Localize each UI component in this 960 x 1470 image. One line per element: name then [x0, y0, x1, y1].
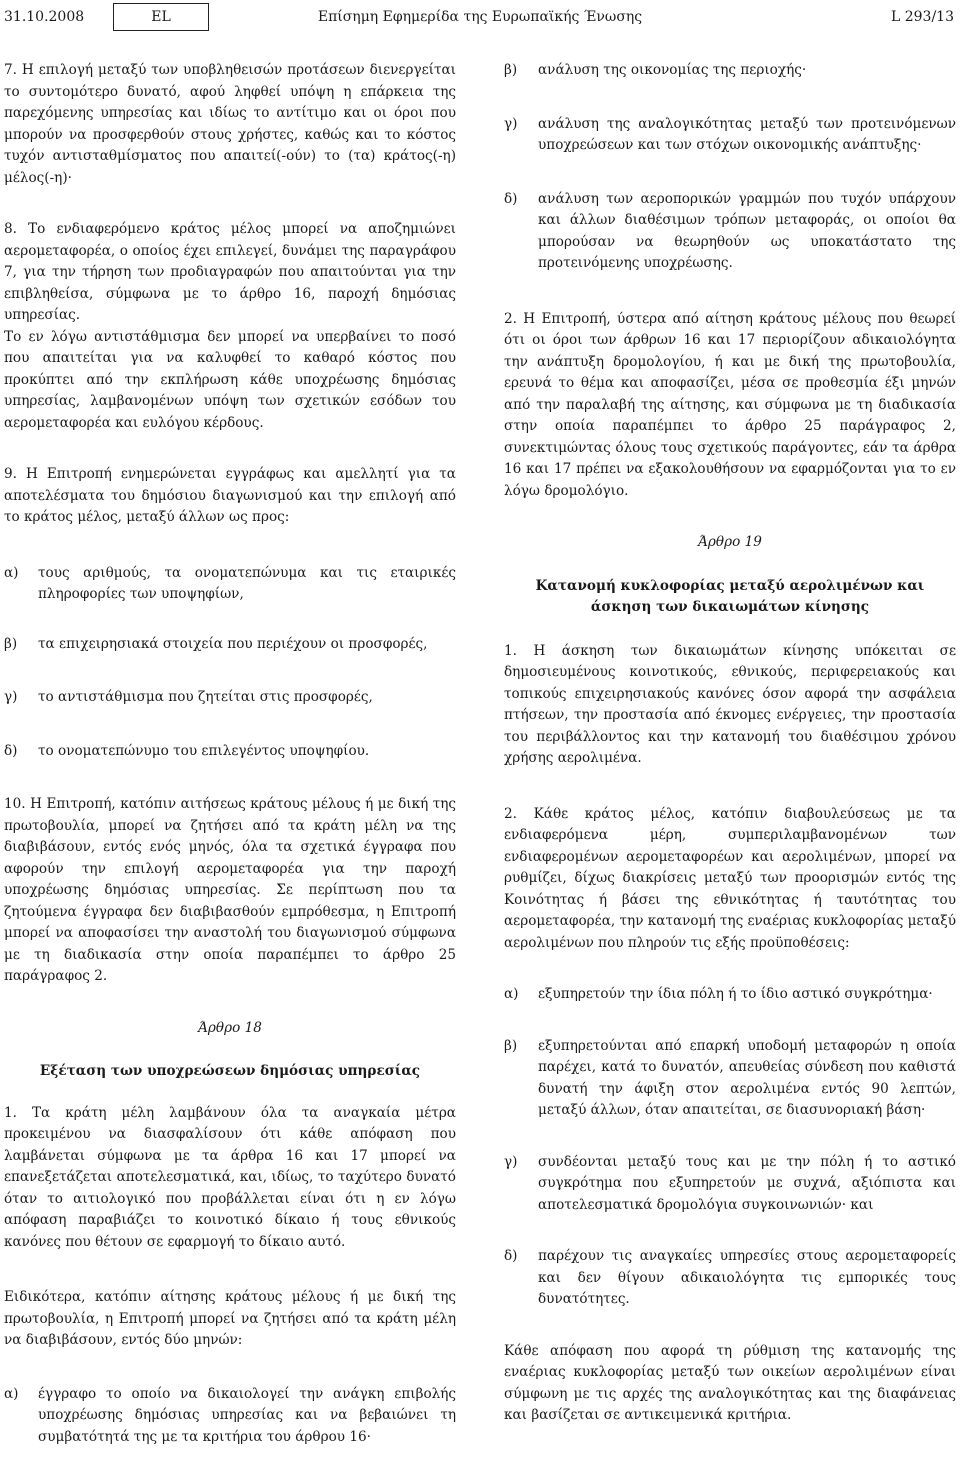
list-item	[504, 1036, 956, 1122]
page-number: L 293/13	[891, 9, 954, 25]
list-marker: δ)	[504, 1248, 518, 1264]
list-marker: β)	[504, 1037, 518, 1054]
list-text: ανάλυση της οικονομίας της περιοχής·	[538, 62, 807, 78]
publication-date: 31.10.2008	[4, 9, 85, 25]
list-marker: δ)	[4, 742, 18, 759]
list-text: εξυπηρετούνται από επαρκή υποδομή μεταφορών η οποία παρέχει, κατά το δυνατόν, απευθείας σύνδεση που καθιστά δυνατή την άφιξη στον αερολιμένα εντός 90 λεπτών, μεταξύ άλλων, όταν απαιτείται, σε διασυνοριακή βάση·	[538, 1037, 956, 1118]
article-19-paragraph-1: 1. Η άσκηση των δικαιωμάτων κίνησης υπόκειται σε δημοσιευμένους κοινοτικούς, εθνικούς, περιφερειακούς και τοπικούς επιχειρησιακούς κανόνες όσον αφορά την ασφάλεια πτήσεων, την προστασία από έκνομες ενέργειες, την προστασία του περιβάλλοντος και την κατανομή του διαθέσιμου χρόνου χρήσης αερολιμένα.	[504, 642, 956, 766]
list-marker: γ)	[4, 689, 18, 705]
article-18-title: Εξέταση των υποχρεώσεων δημόσιας υπηρεσίας	[39, 1063, 421, 1079]
paragraph-9: 9. Η Επιτροπή ενημερώνεται εγγράφως και αμελλητί για τα αποτελέσματα του δημόσιου διαγωνισμού και την επιλογή από το κράτος μέλος, μεταξύ άλλων ως προς:	[4, 466, 456, 525]
list-item	[4, 741, 456, 763]
list-criteria	[504, 60, 956, 275]
left-column	[4, 60, 456, 1470]
list-marker: δ)	[504, 190, 518, 207]
list-text: τα επιχειρησιακά στοιχεία που περιέχουν οι προσφορές,	[38, 635, 428, 652]
list-marker: α)	[4, 564, 19, 581]
list-text: ανάλυση της αναλογικότητας μεταξύ των προτεινόμενων υποχρεώσεων και των στόχων οικονομικής ανάπτυξης·	[538, 115, 956, 153]
paragraph-8: 8. Το ενδιαφερόμενο κράτος μέλος μπορεί να αποζημιώνει αερομεταφορέα, ο οποίος έχει επιλεγεί, δυνάμει της παραγράφου 7, για την τήρηση των προδιαγραφών που απαιτούνται για την επιβληθείσα, σύμφωνα με το άρθρο 16, παροχή δημόσιας υπηρεσίας.	[4, 221, 456, 323]
list-item	[504, 114, 956, 157]
list-item	[4, 687, 456, 709]
list-text: ανάλυση των αεροπορικών γραμμών που τυχόν υπάρχουν και άλλων διαθέσιμων τρόπων μεταφοράς, οι οποίοι θα μπορούσαν να θεωρηθούν ως υποκατάστατο της προτεινόμενης υποχρέωσης.	[538, 190, 956, 271]
list-text: το αντιστάθμισμα που ζητείται στις προσφορές,	[38, 689, 373, 705]
list-text: έγγραφο το οποίο να δικαιολογεί την ανάγκη επιβολής υποχρέωσης δημόσιας υπηρεσίας και να βεβαιώνει τη συμβατότητά της με τα κριτήρια του άρθρου 16·	[38, 1385, 456, 1445]
list-item	[4, 563, 456, 606]
article-19-paragraph-2: 2. Κάθε κράτος μέλος, κατόπιν διαβουλεύσεως με τα ενδιαφερόμενα μέρη, συμπεριλαμβανομένων των ενδιαφερομένων αερομεταφορέων και αερολιμένων, μπορεί να ρυθμίζει, δίχως διακρίσεις μεταξύ των προορισμών εντός της Κοινότητας ή βάσει της εθνικότητας ή ταυτότητας του αερομεταφορέα, την κατανομή της εναέριας κυκλοφορίας μεταξύ αερολιμένων που πληρούν τις εξής προϋποθέσεις:	[504, 805, 956, 951]
list-item	[4, 634, 456, 656]
list-marker: γ)	[504, 115, 518, 132]
article-18-paragraph-2: 2. Η Επιτροπή, ύστερα από αίτηση κράτους μέλους που θεωρεί ότι οι όροι των άρθρων 16 και 17 περιορίζουν αδικαιολόγητα την ανάπτυξη δρομολογίου, ή και με δική της πρωτοβουλία, ερευνά το θέμα και αποφασίζει, μέσα σε προθεσμία έξι μηνών από την παραλαβή της αίτησης, και σύμφωνα με τη διαδικασία στην οποία παραπέμπει το άρθρο 25 παράγραφος 2, συνεκτιμώντας όλους τους σχετικούς παράγοντες, εάν τα άρθρα 16 και 17 πρέπει να εξακολουθήσουν να εφαρμόζονται για το εν λόγω δρομολόγιο.	[504, 310, 956, 499]
list-19	[504, 984, 956, 1311]
article-19-number: Άρθρο 19	[698, 534, 762, 550]
journal-title: Επίσημη Εφημερίδα της Ευρωπαϊκής Ένωσης	[317, 9, 643, 25]
list-9	[4, 563, 456, 763]
list-text: τους αριθμούς, τα ονοματεπώνυμα και τις εταιρικές πληροφορίες των υποψηφίων,	[38, 564, 456, 602]
article-19-paragraph-2-cont: Κάθε απόφαση που αφορά τη ρύθμιση της κατανομής της εναέριας κυκλοφορίας μεταξύ των οικείων αερολιμένων είναι σύμφωνη με τις αρχές της αναλογικότητας και της διαφάνειας και βασίζεται σε αντικειμενικά κριτήρια.	[504, 1342, 956, 1423]
article-18-number: Άρθρο 18	[198, 1019, 262, 1036]
list-item	[504, 189, 956, 275]
article-18-paragraph-1: 1. Τα κράτη μέλη λαμβάνουν όλα τα αναγκαία μέτρα προκειμένου να διασφαλίσουν ότι κάθε απόφαση που λαμβάνεται σύμφωνα με τα άρθρα 16 και 17 μπορεί να επανεξετάζεται αποτελεσματικά, και, ιδίως, το ταχύτερο δυνατό όταν το αιτιολογικό που προβάλλεται είναι ότι η εν λόγω απόφαση παραβιάζει το κοινοτικό δίκαιο ή τους εθνικούς κανόνες που θέτουν σε εφαρμογή το δίκαιο αυτό.	[4, 1104, 456, 1250]
list-marker: γ)	[504, 1153, 518, 1170]
list-text: συνδέονται μεταξύ τους και με την πόλη ή το αστικό συγκρότημα που εξυπηρετούν με συχνά, αξιόπιστα και αποτελεσματικά δρομολόγια συγκοινωνιών· και	[538, 1153, 956, 1213]
article-18-paragraph-1-cont: Ειδικότερα, κατόπιν αίτησης κράτους μέλους ή με δική της πρωτοβουλία, η Επιτροπή μπορεί να ζητήσει από τα κράτη μέλη να διαβιβάσουν, εντός δύο μηνών:	[4, 1289, 456, 1348]
list-marker: α)	[504, 986, 519, 1002]
list-text: το ονοματεπώνυμο του επιλεγέντος υποψηφίου.	[38, 742, 370, 759]
article-19-title: Κατανομή κυκλοφορίας μεταξύ αερολιμένων και άσκηση των δικαιωμάτων κίνησης	[535, 577, 925, 615]
page-header	[0, 0, 960, 34]
paragraph-8-cont: Το εν λόγω αντιστάθμισμα δεν μπορεί να υπερβαίνει το ποσό που απαιτείται για να καλυφθεί το καθαρό κόστος που προκύπτει από την εκπλήρωση κάθε υποχρέωσης δημόσιας υπηρεσίας, λαμβανομένων υπόψη των σχετικών εσόδων του αερομεταφορέα και ευλόγου κέρδους.	[4, 328, 456, 431]
list-18	[4, 1384, 456, 1449]
list-item	[504, 984, 956, 1006]
list-text: εξυπηρετούν την ίδια πόλη ή το ίδιο αστικό συγκρότημα·	[538, 986, 933, 1002]
list-item	[504, 1152, 956, 1217]
list-item	[504, 60, 956, 82]
paragraph-10: 10. Η Επιτροπή, κατόπιν αιτήσεως κράτους μέλους ή με δική της πρωτοβουλία, μπορεί να ζητήσει από τα κράτη μέλη να της διαβιβάσουν, εντός ενός μηνός, όλα τα σχετικά έγγραφα που αφορούν την επιλογή αερομεταφορέα για την παροχή υποχρέωσης δημόσιας υπηρεσίας. Σε περίπτωση που τα ζητούμενα έγγραφα δεν διαβιβασθούν εμπρόθεσμα, η Επιτροπή μπορεί να αποφασίσει την αναστολή του διαγωνισμού σύμφωνα με τη διαδικασία στην οποία παραπέμπει το άρθρο 25 παράγραφος 2.	[4, 796, 456, 984]
language-badge: EL	[113, 3, 209, 31]
list-marker: β)	[504, 62, 518, 78]
list-marker: β)	[4, 635, 18, 652]
list-item	[4, 1384, 456, 1449]
list-marker: α)	[4, 1385, 19, 1402]
right-column	[504, 60, 956, 1449]
paragraph-7: 7. Η επιλογή μεταξύ των υποβληθεισών προτάσεων διενεργείται το συντομότερο δυνατό, αφού ληφθεί υπόψη η επάρκεια της παρεχόμενης υπηρεσίας και ιδίως το αντίτιμο και οι όροι που μπορούν να προσφερθούν στους χρήστες, καθώς και το κόστος τυχόν αντισταθμίσματος που απαιτεί(-ούν) το (τα) κράτος(-η) μέλος(-η)·	[4, 62, 456, 186]
list-item	[504, 1246, 956, 1311]
list-text: παρέχουν τις αναγκαίες υπηρεσίες στους αερομεταφορείς και δεν θίγουν αδικαιολόγητα τις εμπορικές τους δυνατότητες.	[538, 1248, 956, 1307]
